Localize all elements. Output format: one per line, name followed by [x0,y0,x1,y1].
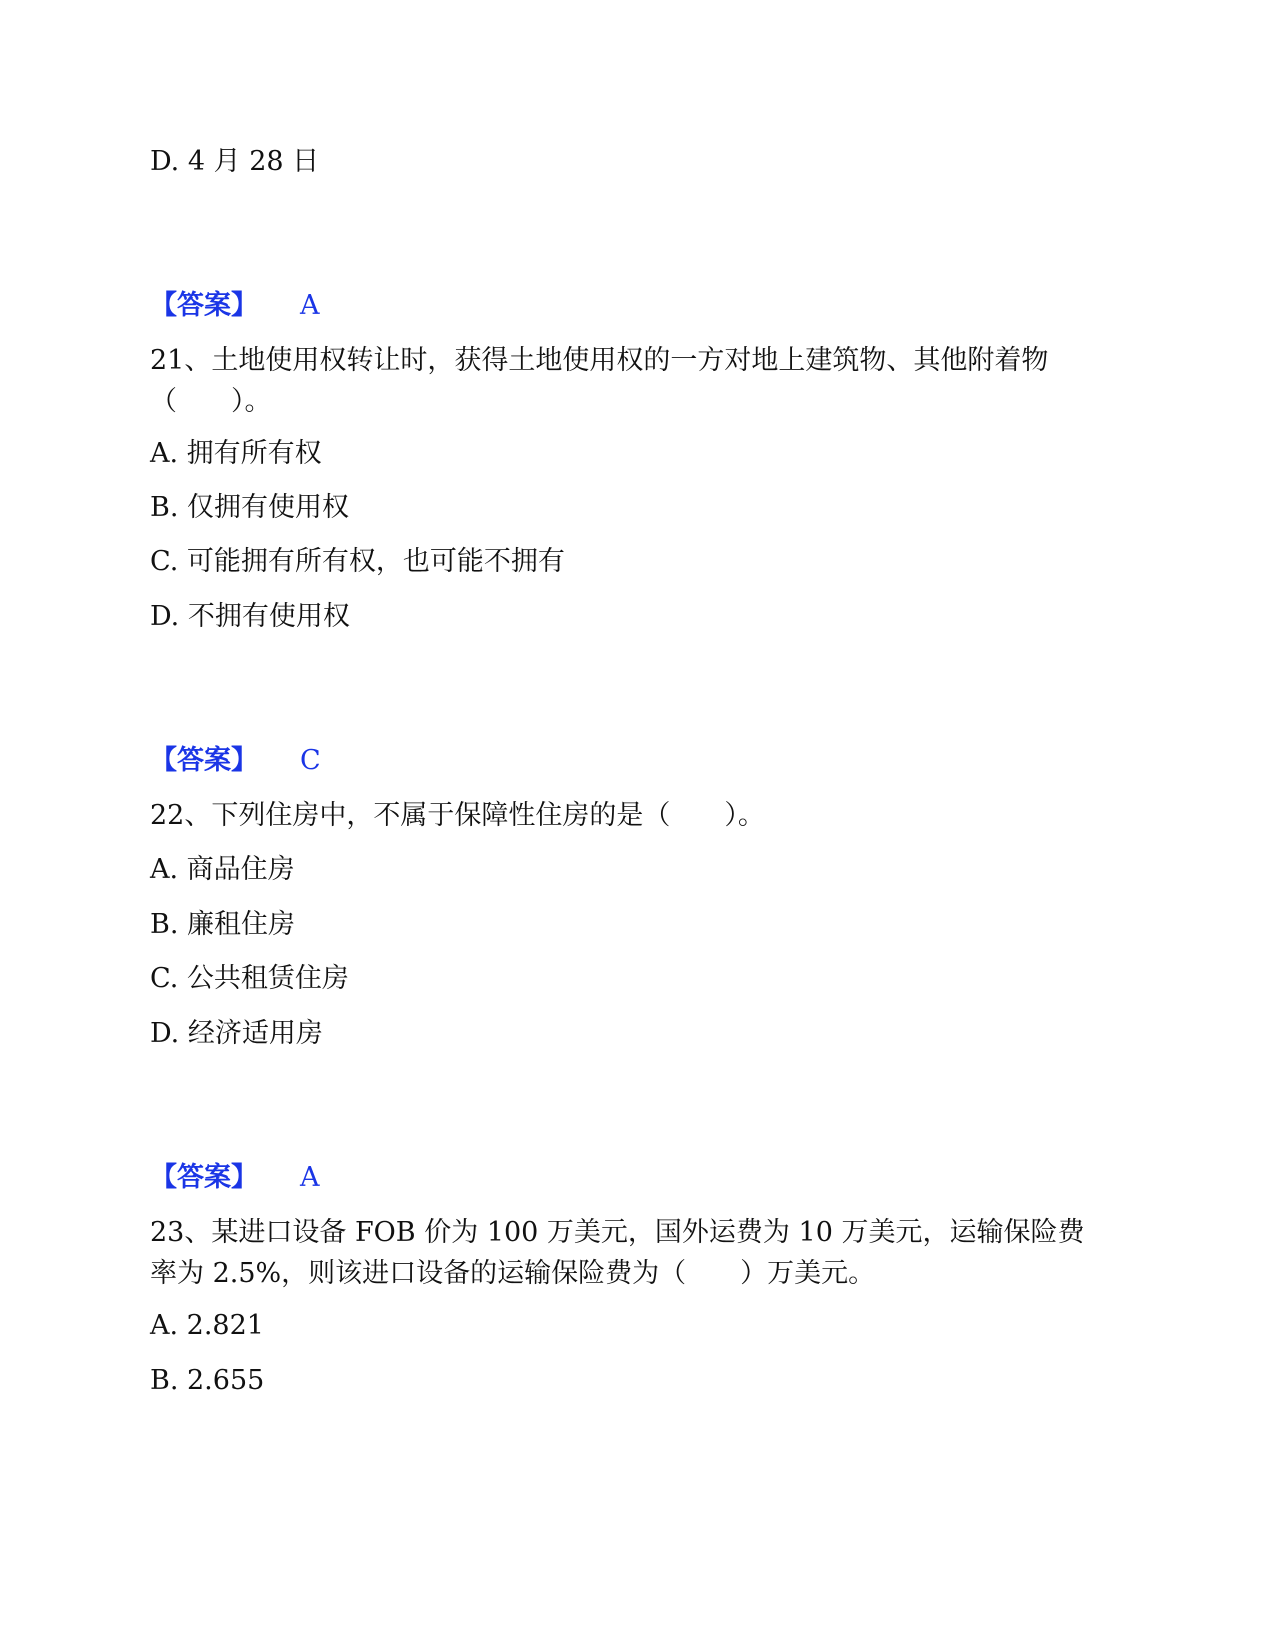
option-d-prev: D. 4 月 28 日 [150,146,320,177]
answer-label: 【答案】 [150,290,258,321]
answer-value: C [300,745,321,776]
answer-row-q21 [150,741,321,781]
q21-option-a: A. 拥有所有权 [150,438,322,469]
q22-option-d: D. 经济适用房 [150,1018,323,1049]
answer-label: 【答案】 [150,745,258,776]
answer-label: 【答案】 [150,1162,258,1193]
answer-row-q20 [150,286,320,326]
q21-option-c: C. 可能拥有所有权，也可能不拥有 [150,546,565,577]
q22-option-a: A. 商品住房 [150,854,295,885]
question-23-stem: 23、某进口设备 FOB 价为 100 万美元，国外运费为 10 万美元，运输保险费率为 2.5%，则该进口设备的运输保险费为（ ）万美元。 [150,1217,1085,1289]
q23-option-b: B. 2.655 [150,1365,265,1396]
q22-option-b: B. 廉租住房 [150,909,296,940]
answer-row-q22 [150,1158,320,1198]
q23-option-a: A. 2.821 [150,1310,264,1341]
q22-option-c: C. 公共租赁住房 [150,963,349,994]
question-21-stem: 21、土地使用权转让时，获得土地使用权的一方对地上建筑物、其他附着物（ ）。 [150,345,1049,417]
answer-value: A [300,290,320,321]
q21-option-d: D. 不拥有使用权 [150,601,350,632]
answer-value: A [300,1162,320,1193]
q21-option-b: B. 仅拥有使用权 [150,492,350,523]
question-22-stem: 22、下列住房中，不属于保障性住房的是（ ）。 [150,800,765,831]
